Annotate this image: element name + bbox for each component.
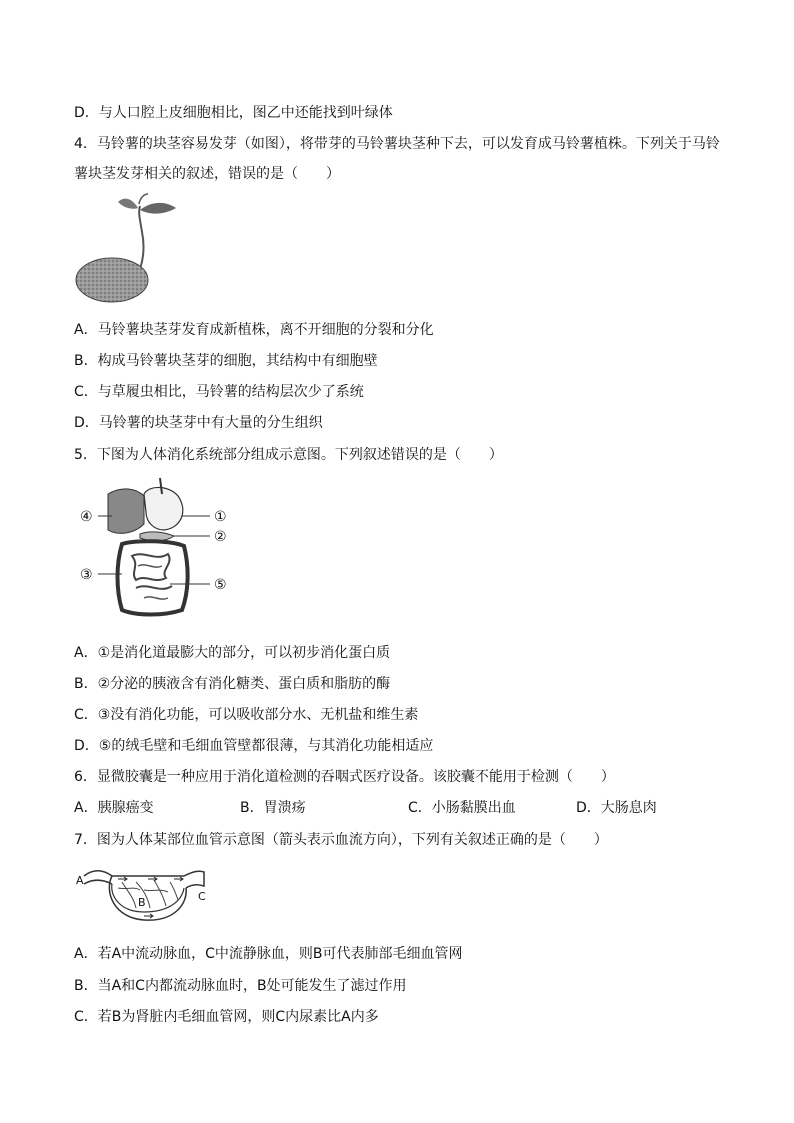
- q6-option-d: D．大肠息肉: [576, 800, 657, 816]
- q4-stem-line-2: 薯块茎发芽相关的叙述，错误的是（ ）: [74, 166, 340, 182]
- digestive-label-4: ④: [80, 509, 93, 525]
- digestive-label-1: ①: [214, 509, 227, 525]
- q6-option-c: C．小肠黏膜出血: [408, 800, 516, 816]
- q4-option-d: D．马铃薯的块茎芽中有大量的分生组织: [74, 415, 323, 431]
- q5-option-a: A．①是消化道最膨大的部分，可以初步消化蛋白质: [74, 645, 391, 661]
- q7-option-a: A．若A中流动脉血，C中流静脉血，则B可代表肺部毛细血管网: [74, 946, 463, 962]
- q7-option-b: B．当A和C内都流动脉血时，B处可能发生了滤过作用: [74, 978, 407, 994]
- q6-options: [74, 798, 714, 820]
- q5-stem: 5．下图为人体消化系统部分组成示意图。下列叙述错误的是（ ）: [74, 447, 503, 463]
- digestive-label-3: ③: [80, 567, 93, 583]
- q5-option-b: B．②分泌的胰液含有消化糖类、蛋白质和脂肪的酶: [74, 676, 391, 692]
- digestive-system-figure: [74, 474, 236, 624]
- digestive-label-5: ⑤: [214, 577, 227, 593]
- q4-option-b: B．构成马铃薯块茎芽的细胞，其结构中有细胞壁: [74, 353, 378, 369]
- q6-option-b: B．胃溃疡: [240, 800, 306, 816]
- q4-stem-line-1: 4．马铃薯的块茎容易发芽（如图），将带芽的马铃薯块茎种下去，可以发育成马铃薯植株。下列关于马铃: [74, 136, 720, 152]
- potato-sprout-figure: [72, 192, 188, 306]
- q3-option-d: D．与人口腔上皮细胞相比，图乙中还能找到叶绿体: [74, 105, 393, 121]
- vessel-label-c: C: [198, 890, 206, 903]
- q4-option-c: C．与草履虫相比，马铃薯的结构层次少了系统: [74, 384, 364, 400]
- vessel-label-a: A: [76, 874, 84, 887]
- digestive-label-2: ②: [214, 529, 227, 545]
- vessel-label-b: B: [138, 896, 146, 909]
- q4-option-a: A．马铃薯块茎芽发育成新植株，离不开细胞的分裂和分化: [74, 322, 434, 338]
- q7-stem: 7．图为人体某部位血管示意图（箭头表示血流方向），下列有关叙述正确的是（ ）: [74, 832, 608, 848]
- q5-option-c: C．③没有消化功能，可以吸收部分水、无机盐和维生素: [74, 707, 419, 723]
- blood-vessel-figure: [74, 862, 212, 928]
- q6-stem: 6．显微胶囊是一种应用于消化道检测的吞咽式医疗设备。该胶囊不能用于检测（ ）: [74, 769, 615, 785]
- q5-option-d: D．⑤的绒毛壁和毛细血管壁都很薄，与其消化功能相适应: [74, 738, 434, 754]
- q7-option-c: C．若B为肾脏内毛细血管网，则C内尿素比A内多: [74, 1009, 379, 1025]
- q6-option-a: A．胰腺癌变: [74, 800, 154, 816]
